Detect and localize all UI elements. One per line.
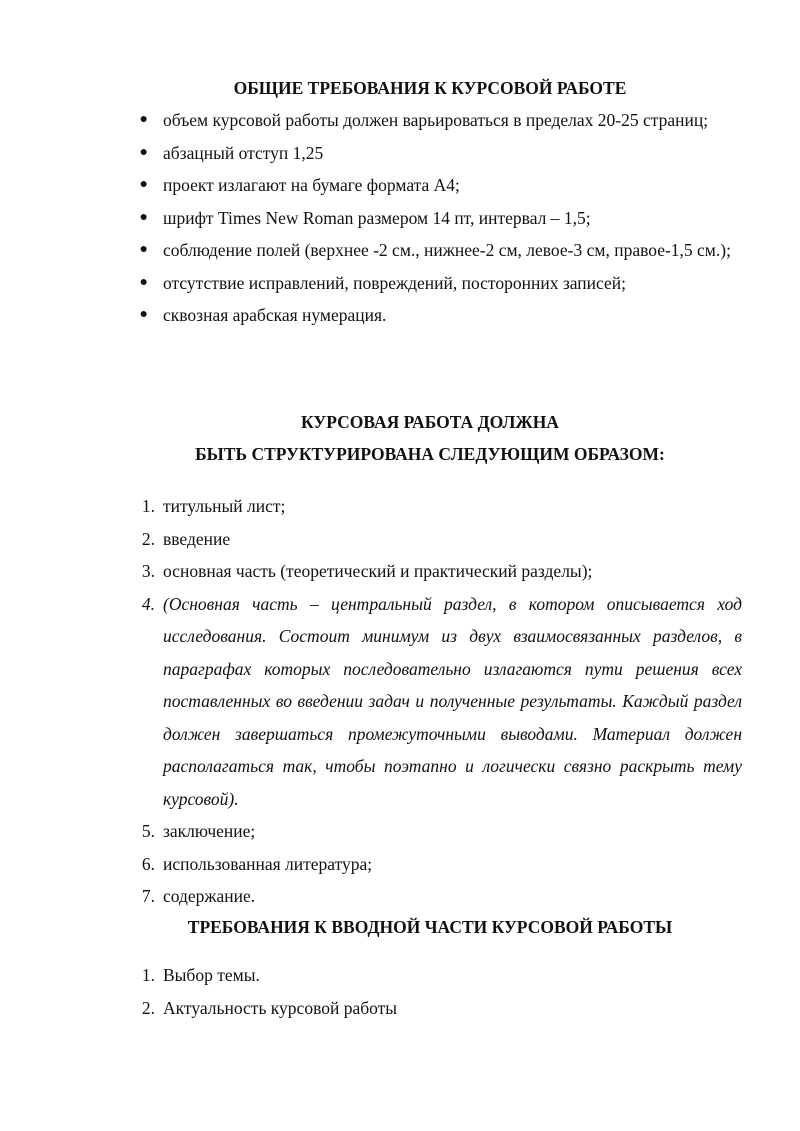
intro-requirements-list [0,959,800,1024]
list-item [0,267,800,300]
list-item-text: абзацный отступ 1,25 [163,142,324,163]
list-item [0,202,800,235]
list-number: 7. [141,886,155,906]
list-item [0,815,800,848]
list-item [0,169,800,202]
list-item [0,490,800,523]
list-item [0,104,800,137]
bullet-icon: ● [139,209,148,225]
bullet-icon: ● [139,177,148,192]
general-requirements-heading: ОБЩИЕ ТРЕБОВАНИЯ К КУРСОВОЙ РАБОТЕ [233,78,627,98]
list-item [0,234,800,267]
bullet-icon: ● [139,307,148,322]
list-number: 2. [141,997,155,1018]
bullet-icon: ● [139,112,148,127]
list-item-text: основная часть (теоретический и практический разделы); [163,561,593,581]
bullet-icon: ● [139,274,148,290]
list-item-text: содержание. [163,886,256,906]
list-item [0,992,800,1025]
list-item-text: введение [163,528,231,549]
list-item-text: использованная литература; [163,853,373,874]
bullet-icon: ● [139,144,148,160]
list-item-text: шрифт Times New Roman размером 14 пт, интервал – 1,5; [163,207,591,228]
list-item-text: Выбор темы. [163,965,260,985]
list-item-text: проект излагают на бумаге формата А4; [163,175,460,195]
list-item-text: отсутствие исправлений, повреждений, посторонних записей; [163,272,626,293]
structure-heading-line2: БЫТЬ СТРУКТУРИРОВАНА СЛЕДУЮЩИМ ОБРАЗОМ: [195,444,665,464]
list-item [0,299,800,332]
list-number: 5. [141,821,155,841]
list-item-text: (Основная часть – центральный раздел, в котором описывается ход исследования. Состоит минимум из двух взаимосвязанных разделов, в параграфах которых последовательно излагаются пути решения всех поставленных во введении задач и полученные результаты. Каждый раздел должен завершаться промежуточными выводами. Материал должен располагаться так, чтобы поэтапно и логически связно раскрыть тему курсовой). [163,593,742,809]
list-item-text: соблюдение полей (верхнее -2 см., нижнее-2 см, левое-3 см, правое-1,5 см.); [163,240,731,260]
list-item-text: объем курсовой работы должен варьироваться в пределах 20-25 страниц; [163,110,709,130]
list-item [0,959,800,992]
list-item [0,137,800,170]
list-number: 1. [141,496,155,516]
intro-requirements-heading: ТРЕБОВАНИЯ К ВВОДНОЙ ЧАСТИ КУРСОВОЙ РАБОТЫ [187,917,673,937]
structure-heading-line1: КУРСОВАЯ РАБОТА ДОЛЖНА [301,412,559,432]
list-item [0,555,800,588]
list-number: 4. [141,593,155,614]
general-requirements-list [0,104,800,332]
structure-list [0,490,800,913]
list-item-text: заключение; [163,821,256,841]
list-item [0,848,800,881]
list-item [0,523,800,556]
list-number: 3. [141,561,155,581]
list-item-text: титульный лист; [163,496,286,516]
list-item [0,588,800,816]
list-item-text: сквозная арабская нумерация. [163,305,387,325]
bullet-icon: ● [139,242,148,257]
list-item-text: Актуальность курсовой работы [163,997,398,1018]
list-number: 2. [141,528,155,549]
list-number: 1. [141,965,155,985]
list-item [0,880,800,913]
list-number: 6. [141,853,155,874]
